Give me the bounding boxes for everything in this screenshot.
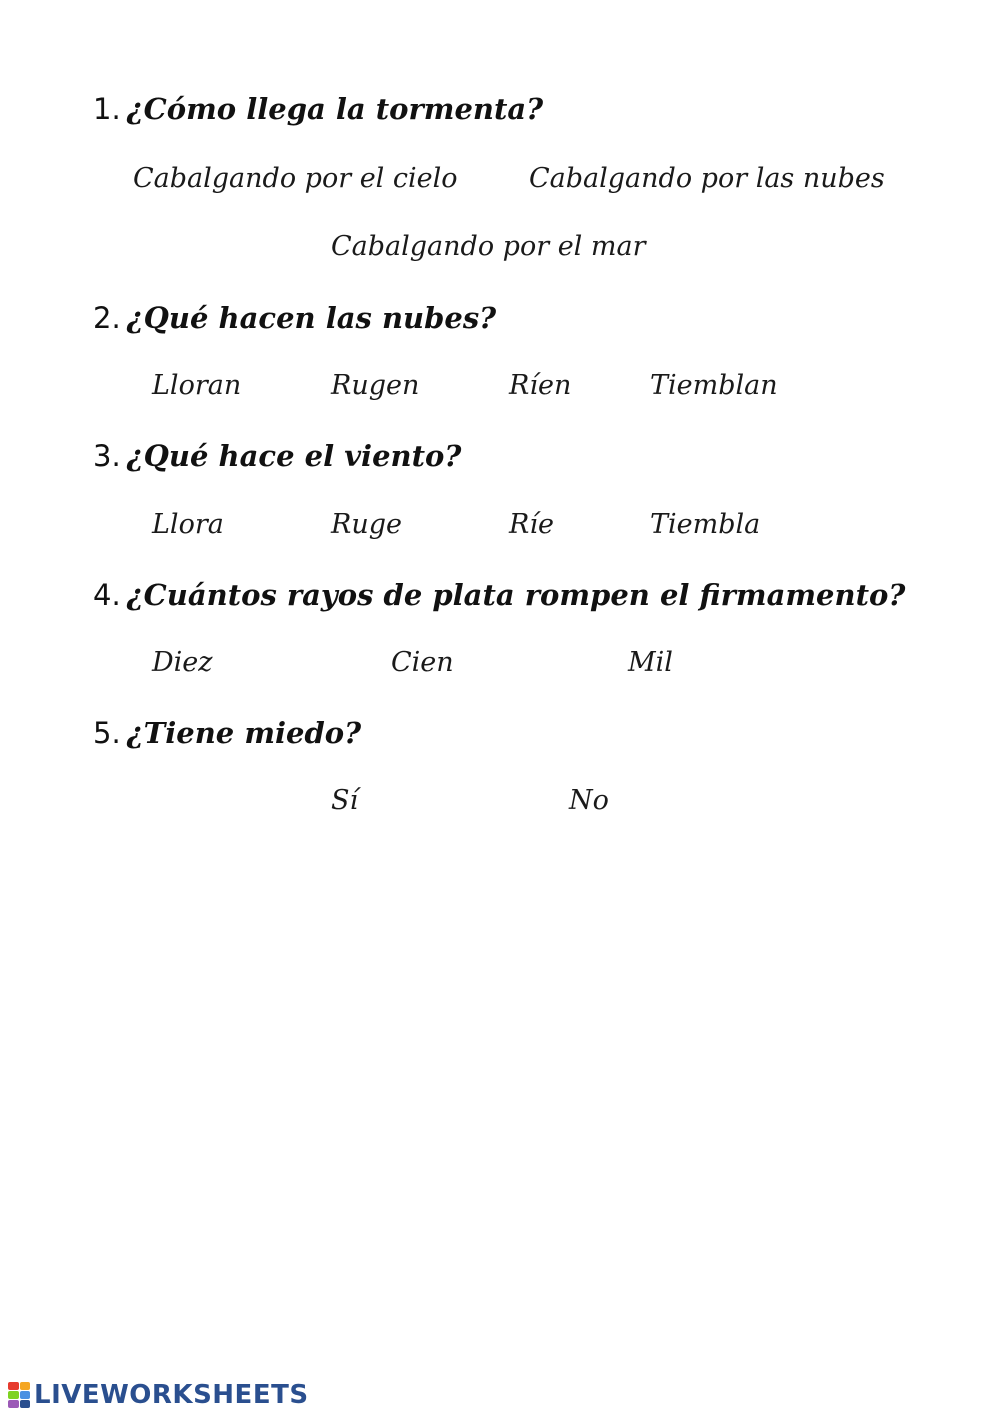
q3-option-1[interactable]: Llora [152, 509, 224, 540]
question-2 [93, 300, 496, 336]
logo-block-2 [20, 1382, 31, 1390]
logo-block-4 [20, 1391, 31, 1399]
question-3-number: 3. [93, 439, 121, 473]
liveworksheets-logo-icon [8, 1382, 30, 1408]
q1-option-3[interactable]: Cabalgando por el mar [331, 231, 646, 262]
q4-option-2[interactable]: Cien [391, 647, 454, 678]
logo-block-5 [8, 1400, 19, 1408]
q1-option-1[interactable]: Cabalgando por el cielo [133, 163, 458, 194]
q3-option-2[interactable]: Ruge [331, 509, 402, 540]
question-5-number: 5. [93, 716, 121, 750]
question-1-text: ¿Cómo llega la tormenta? [126, 92, 544, 126]
logo-block-3 [8, 1391, 19, 1399]
q3-option-4[interactable]: Tiembla [650, 509, 761, 540]
q4-option-3[interactable]: Mil [628, 647, 673, 678]
question-1-number: 1. [93, 92, 121, 126]
footer-brand [8, 1378, 309, 1412]
q2-option-2[interactable]: Rugen [331, 370, 420, 401]
question-4 [93, 577, 905, 613]
q1-option-2[interactable]: Cabalgando por las nubes [529, 163, 885, 194]
question-3 [93, 438, 461, 474]
question-4-text: ¿Cuántos rayos de plata rompen el firmamento? [126, 578, 906, 612]
q5-option-2[interactable]: No [569, 785, 609, 816]
q4-option-1[interactable]: Diez [152, 647, 213, 678]
brand-name: LIVEWORKSHEETS [34, 1380, 309, 1410]
question-5-text: ¿Tiene miedo? [126, 716, 362, 750]
question-2-number: 2. [93, 301, 121, 335]
q3-option-3[interactable]: Ríe [509, 509, 554, 540]
question-4-number: 4. [93, 578, 121, 612]
logo-block-1 [8, 1382, 19, 1390]
question-5 [93, 715, 361, 751]
question-3-text: ¿Qué hace el viento? [126, 439, 462, 473]
q2-option-3[interactable]: Ríen [509, 370, 572, 401]
question-2-text: ¿Qué hacen las nubes? [126, 301, 497, 335]
question-1 [93, 91, 543, 127]
q5-option-1[interactable]: Sí [331, 785, 359, 816]
logo-block-6 [20, 1400, 31, 1408]
q2-option-1[interactable]: Lloran [152, 370, 242, 401]
q2-option-4[interactable]: Tiemblan [650, 370, 778, 401]
